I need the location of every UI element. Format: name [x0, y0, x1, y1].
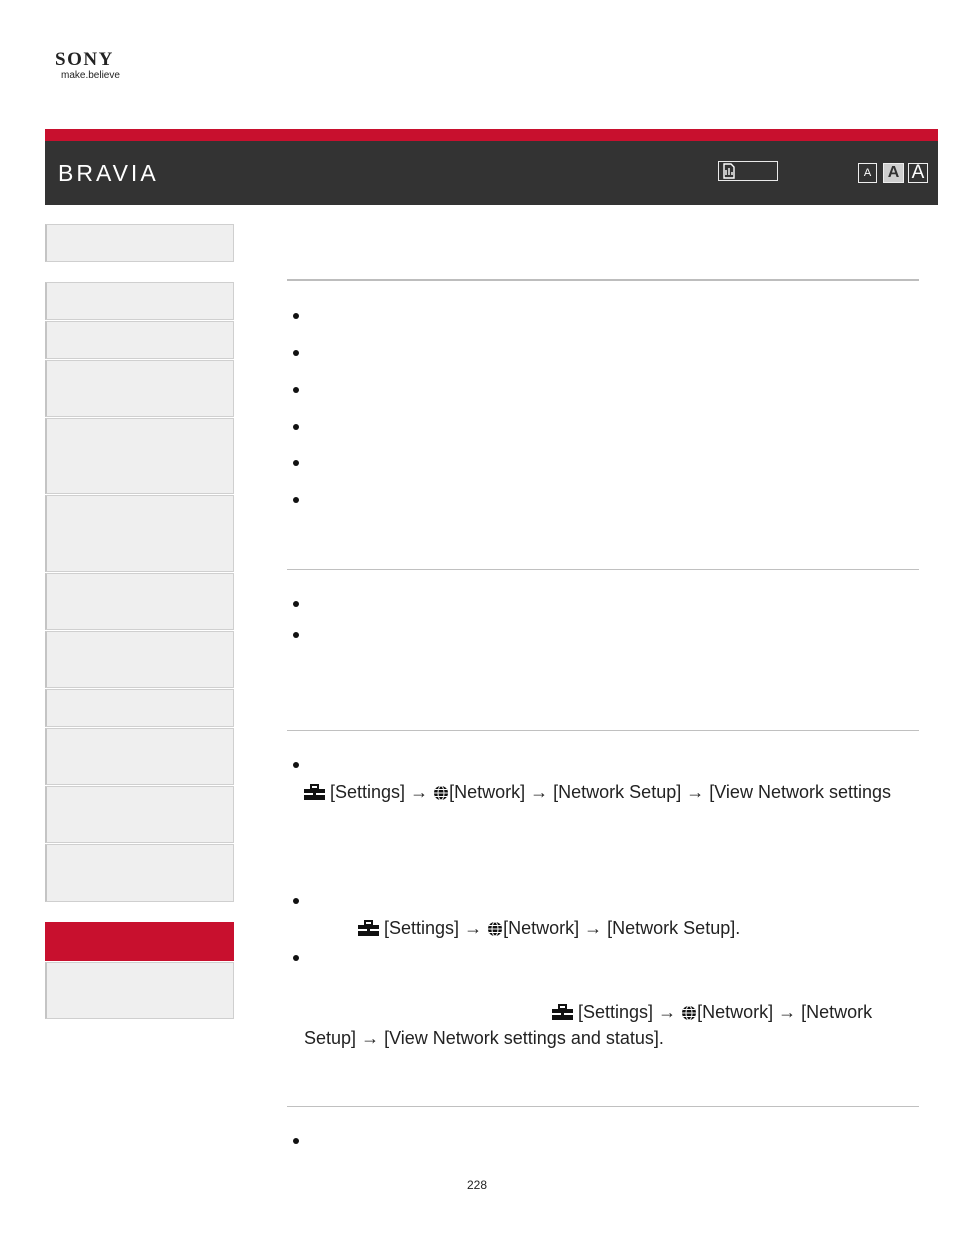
- steps-line-2: [358, 917, 740, 939]
- list-bullet: [293, 955, 299, 961]
- network-label: [Network]: [449, 782, 526, 802]
- list-bullet: [293, 898, 299, 904]
- toolbox-icon: [304, 784, 325, 800]
- list-bullet: [293, 497, 299, 503]
- network-setup-label: [Network: [801, 1002, 873, 1022]
- print-button[interactable]: [718, 161, 778, 181]
- arrow-icon: →: [464, 918, 483, 938]
- steps-line-4: [304, 1027, 664, 1049]
- globe-icon: [433, 785, 449, 801]
- sidebar-item-12[interactable]: [45, 962, 234, 1019]
- font-size-medium-button[interactable]: A: [883, 163, 904, 183]
- globe-icon: [487, 921, 503, 937]
- sidebar-item-4[interactable]: [45, 418, 234, 494]
- section-divider: [287, 279, 919, 281]
- settings-label: [Settings]: [330, 782, 406, 802]
- sidebar-item-6[interactable]: [45, 573, 234, 630]
- sidebar-item-2[interactable]: [45, 321, 234, 359]
- globe-icon: [681, 1005, 697, 1021]
- view-network-status-label: [View Network settings and status].: [384, 1028, 664, 1048]
- sidebar-item-8[interactable]: [45, 689, 234, 727]
- bravia-logo: BRAVIA: [58, 160, 159, 186]
- font-size-large-button[interactable]: A: [908, 163, 928, 183]
- sony-tagline: make.believe: [61, 70, 120, 81]
- sidebar-item-10[interactable]: [45, 786, 234, 843]
- steps-line-1: [304, 781, 891, 803]
- sony-logo: [55, 50, 120, 81]
- sidebar-item-active[interactable]: [45, 922, 234, 961]
- list-bullet: [293, 632, 299, 638]
- header-bar: [45, 141, 938, 205]
- toolbox-icon: [358, 920, 379, 936]
- sidebar-item-7[interactable]: [45, 631, 234, 688]
- list-bullet: [293, 460, 299, 466]
- network-setup-label: [Network Setup]: [553, 782, 682, 802]
- list-bullet: [293, 350, 299, 356]
- list-bullet: [293, 387, 299, 393]
- section-divider: [287, 730, 919, 731]
- print-icon: [722, 163, 736, 179]
- list-bullet: [293, 313, 299, 319]
- arrow-icon: →: [686, 782, 705, 802]
- network-label: [Network]: [697, 1002, 774, 1022]
- arrow-icon: →: [361, 1028, 380, 1048]
- section-divider: [287, 569, 919, 570]
- network-setup-label: [Network Setup].: [607, 918, 741, 938]
- sidebar-item-9[interactable]: [45, 728, 234, 785]
- setup-label: Setup]: [304, 1028, 357, 1048]
- section-divider: [287, 1106, 919, 1107]
- sidebar-item-top[interactable]: [45, 224, 234, 262]
- sidebar-item-5[interactable]: [45, 495, 234, 572]
- steps-line-3: [552, 1001, 872, 1023]
- arrow-icon: →: [584, 918, 603, 938]
- list-bullet: [293, 601, 299, 607]
- network-label: [Network]: [503, 918, 580, 938]
- sidebar-item-1[interactable]: [45, 282, 234, 320]
- arrow-icon: →: [410, 782, 429, 802]
- list-bullet: [293, 424, 299, 430]
- arrow-icon: →: [778, 1002, 797, 1022]
- sony-wordmark: SONY: [55, 49, 114, 70]
- arrow-icon: →: [658, 1002, 677, 1022]
- settings-label: [Settings]: [578, 1002, 654, 1022]
- arrow-icon: →: [530, 782, 549, 802]
- page-number: 228: [467, 1178, 488, 1192]
- view-network-label: [View Network settings: [709, 782, 891, 802]
- toolbox-icon: [552, 1004, 573, 1020]
- sidebar-item-11[interactable]: [45, 844, 234, 902]
- sidebar-item-3[interactable]: [45, 360, 234, 417]
- settings-label: [Settings]: [384, 918, 460, 938]
- header-accent-bar: [45, 129, 938, 141]
- font-size-small-button[interactable]: A: [858, 163, 877, 183]
- list-bullet: [293, 762, 299, 768]
- list-bullet: [293, 1138, 299, 1144]
